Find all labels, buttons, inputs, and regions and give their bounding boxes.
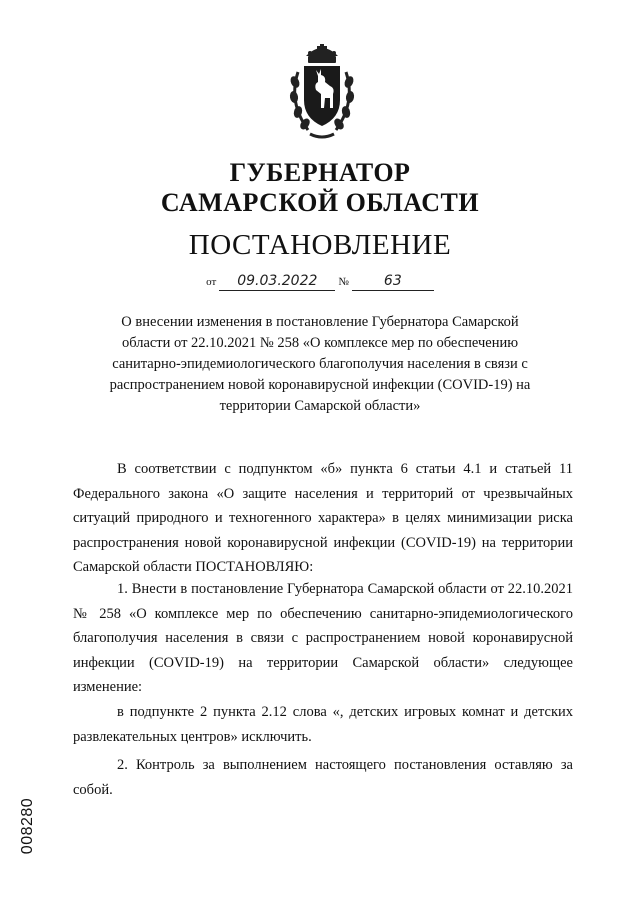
issuer-title-line2: САМАРСКОЙ ОБЛАСТИ [160,188,480,217]
paragraph-text: 1. Внести в постановление Губернатора Самарской области от 22.10.2021 № 258 «О комплексе мер по обеспечению санитарно-эпидемиологического благополучия населения в связи с распространением новой коронавирусной инфекции (COVID-19) на территории Самарской области» следующее изменение: [73,581,573,695]
document-number: 63 [352,272,434,291]
document-type-title: ПОСТАНОВЛЕНИЕ [188,229,452,261]
date-number-line [0,272,640,291]
registration-number-text: 008280 [19,797,36,855]
body-paragraph-2 [73,577,573,700]
issuer-title-line1: ГУБЕРНАТОР [229,158,411,187]
document-subject: О внесении изменения в постановление Губернатора Самарской области от 22.10.2021 № 258 «О комплексе мер по обеспечению санитарно-эпидемиологического благополучия населения в связи с распространением новой коронавирусной инфекции (COVID-19) на территории Самарской области» [109,314,531,414]
number-label: № [338,276,349,288]
body-paragraph-4 [73,753,573,802]
date-label: от [206,276,217,288]
coat-of-arms-icon [286,42,358,142]
paragraph-text: 2. Контроль за выполнением настоящего постановления оставляю за собой. [73,757,573,798]
paragraph-text: в подпункте 2 пункта 2.12 слова «, детских игровых комнат и детских развлекательных центров» исключить. [73,704,573,745]
body-paragraph-1 [73,457,573,580]
registration-number [14,780,42,872]
body-paragraph-3 [73,700,573,749]
paragraph-text: В соответствии с подпунктом «б» пункта 6 статьи 4.1 и статьей 11 Федерального закона «О защите населения и территорий от чрезвычайных ситуаций природного и техногенного характера» в целях минимизации риска распространения новой коронавирусной инфекции (COVID-19) на территории Самарской области ПОСТАНОВЛЯЮ: [73,461,573,575]
document-date: 09.03.2022 [219,272,335,291]
